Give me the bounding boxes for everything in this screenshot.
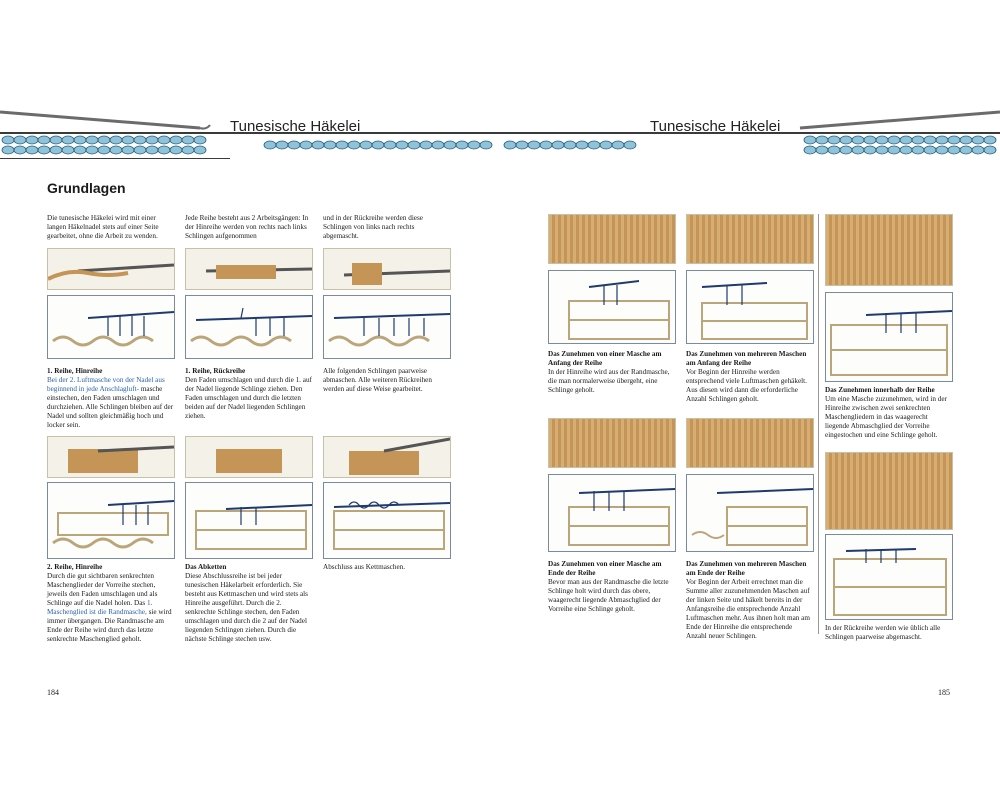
caption-highlight: Bei der 2. Luftmasche von der Nadel aus beginnend in jede Anschlagluft- [47, 376, 165, 393]
photo-abketten [185, 436, 313, 478]
photo-step2-hinreihe [47, 436, 175, 478]
caption-zunehmen-ende-mehrere [686, 560, 814, 641]
diagram-step1-abmaschen [323, 295, 451, 359]
caption-step2-hinreihe [47, 563, 175, 644]
photo-step1-hinreihe [47, 248, 175, 290]
caption-zunehmen-ende-1 [548, 560, 676, 614]
diagram-zunehmen-anfang-mehrere [686, 270, 814, 344]
photo-step1-rueckreihe [185, 248, 313, 290]
diagram-step1-hinreihe [47, 295, 175, 359]
caption-title: Das Zunehmen innerhalb der Reihe [825, 386, 935, 394]
caption-title: Das Zunehmen von mehreren Maschen am Ende der Reihe [686, 560, 807, 577]
diagram-step2-hinreihe [47, 482, 175, 559]
caption-text: Den Faden umschlagen und durch die 1. auf der Nadel liegende Schlinge ziehen. Den Faden umschlagen und durch die letzten beiden auf der Nadel liegenden Schlingen ziehen. [185, 376, 312, 420]
section-title: Grundlagen [47, 180, 126, 196]
caption-text: Abschluss aus Kettmaschen. [323, 563, 406, 571]
diagram-step1-rueckreihe [185, 295, 313, 359]
photo-zunehmen-ende-mehrere [686, 418, 814, 468]
photo-zunehmen-anfang-1 [548, 214, 676, 264]
caption-text-2: sie wird immer übergangen. Die Randmasche am Ende der Reihe wird durch das letzte senkrechte Maschenglied geholt. [47, 608, 172, 643]
caption-zunehmen-anfang-mehrere [686, 350, 814, 404]
caption-zunehmen-innerhalb [825, 386, 953, 440]
caption-text: Vor Beginn der Arbeit errechnet man die Summe aller zuzunehmenden Maschen auf der linken Seite und häkelt bereits in der Anfangsreihe die entsprechende Anzahl Luftmaschen mehr. Aus ihnen holt man am Ende der Hinreihe die entsprechende Anzahl neuer Schlingen. [686, 578, 810, 640]
caption-abketten [185, 563, 313, 644]
page-number-left: 184 [47, 688, 59, 697]
diagram-zunehmen-anfang-1 [548, 270, 676, 344]
caption-title: 2. Reihe, Hinreihe [47, 563, 103, 571]
caption-step1-hinreihe [47, 367, 175, 430]
caption-text: In der Hinreihe wird aus der Randmasche, die man normalerweise übergeht, eine Schlinge geholt. [548, 368, 670, 394]
caption-title: Das Abketten [185, 563, 227, 571]
caption-text: Vor Beginn der Hinreihe werden entsprechend viele Luftmaschen gehäkelt. Aus diesen wird dann die erforderliche Anzahl Schlingen geholt. [686, 368, 807, 403]
photo-zunehmen-anfang-mehrere [686, 214, 814, 264]
diagram-zunehmen-ende-mehrere [686, 474, 814, 552]
caption-title: Das Zunehmen von mehreren Maschen am Anfang der Reihe [686, 350, 807, 367]
caption-highlight: 1. Maschenglied ist die Randmasche, [47, 599, 153, 616]
right-running-title: Tunesische Häkelei [650, 118, 781, 135]
caption-title: Das Zunehmen von einer Masche am Anfang der Reihe [548, 350, 662, 367]
photo-step1-abmaschen [323, 248, 451, 290]
photo-abschluss [323, 436, 451, 478]
photo-zunehmen-innerhalb [825, 214, 953, 286]
caption-text: Alle folgenden Schlingen paarweise abmaschen. Alle weiteren Rückreihen werden auf diese Weise gearbeitet. [323, 367, 432, 393]
photo-zunehmen-ende-1 [548, 418, 676, 468]
photo-rueckreihe-abmaschen [825, 452, 953, 530]
caption-title: 1. Reihe, Rückreihe [185, 367, 246, 375]
caption-text: In der Rückreihe werden wie üblich alle Schlingen paarweise abgemascht. [825, 624, 941, 641]
diagram-rueckreihe-abmaschen [825, 534, 953, 620]
caption-text: Durch die gut sichtbaren senkrechten Maschenglieder der Vorreihe stechen, jeweils den Faden umschlagen und als Schlinge auf die Nadel holen. Das [47, 572, 158, 607]
caption-text: Diese Abschlussreihe ist bei jeder tunesischen Häkelarbeit erforderlich. Sie besteht aus Kettmaschen und wird stets als Hinreihe ausgeführt. Durch die 2. senkrechte Schlinge stechen, den Faden umschlagen und durch die 2 auf der Nadel liegenden Schlingen ziehen. Durch die nächste Schlinge stechen usw. [185, 572, 308, 643]
caption-step1-abmaschen [323, 367, 451, 394]
caption-title: 1. Reihe, Hinreihe [47, 367, 103, 375]
diagram-zunehmen-innerhalb [825, 292, 953, 382]
diagram-abketten [185, 482, 313, 559]
left-running-title: Tunesische Häkelei [230, 118, 361, 135]
caption-step1-rueckreihe [185, 367, 313, 421]
page-number-right: 185 [938, 688, 950, 697]
intro-col1: Die tunesische Häkelei wird mit einer langen Häkelnadel stets auf einer Seite gearbeitet, ohne die Arbeit zu wenden. [47, 214, 159, 240]
column-divider [818, 214, 819, 634]
diagram-zunehmen-ende-1 [548, 474, 676, 552]
caption-text: masche einstechen, den Faden umschlagen und durchziehen. Alle Schlingen bleiben auf der Nadel und sollten gleichmäßig hoch und locker sein. [47, 385, 174, 429]
caption-text: Bevor man aus der Randmasche die letzte Schlinge holt wird durch das obere, waagerecht liegende Abmaschglied der Vorreihe eine Schlinge geholt. [548, 578, 669, 613]
intro-col2: Jede Reihe besteht aus 2 Arbeitsgängen: In der Hinreihe werden von rechts nach links Schlingen aufgenommen [185, 214, 309, 240]
caption-abschluss [323, 563, 451, 572]
caption-text: Um eine Masche zuzunehmen, wird in der Hinreihe zwischen zwei senkrechten Maschengliedern in das waagerecht liegende Abmaschglied der Vorreihe eingestochen und eine Schlinge geholt. [825, 395, 947, 439]
caption-rueckreihe-abmaschen [825, 624, 953, 642]
caption-zunehmen-anfang-1 [548, 350, 676, 395]
intro-col3: und in der Rückreihe werden diese Schlingen von links nach rechts abgemascht. [323, 214, 423, 240]
diagram-abschluss [323, 482, 451, 559]
caption-title: Das Zunehmen von einer Masche am Ende der Reihe [548, 560, 662, 577]
